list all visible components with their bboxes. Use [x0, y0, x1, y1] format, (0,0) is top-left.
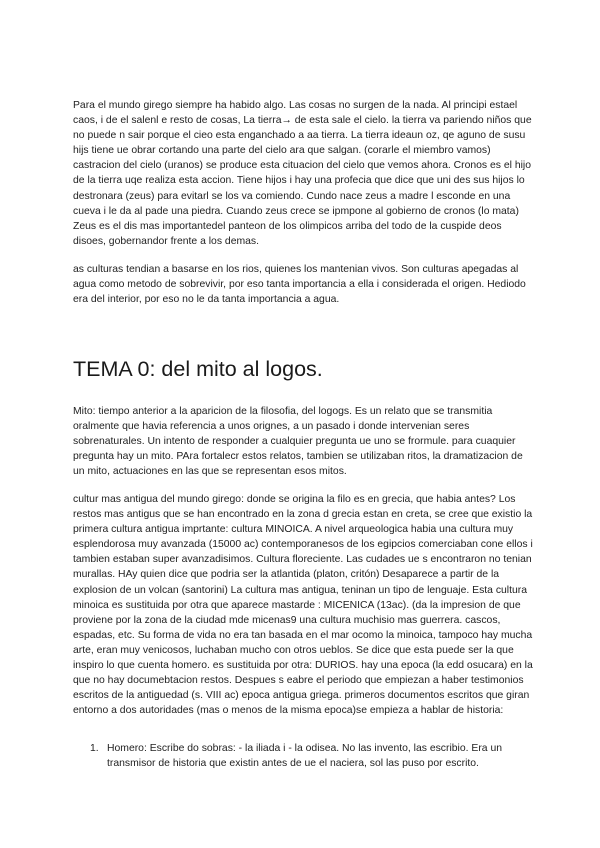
paragraph-greek-myth-origin: Para el mundo girego siempre ha habido algo. Las cosas no surgen de la nada. Al principi estael caos, i de el salenl e resto de cosas, La tierra→ de esta sale el cielo. la tierra va pariendo niños que no puede n sair porque el cieo esta enganchado a aa tierra. La tierra ideaun oz, qe aguno de susu hijs tiene ue obrar cortando una parte del cielo ara que salgan. (corarle el miembro vamos) castracion del cielo (uranos) se produce esta cituacion del cielo que vemos ahora. Cronos es el hijo de la tierra uqe realiza esta accion. Tiene hijos i hay una profecia que dice que uni des sus hijos lo destronara (zeus) para evitarl se los va comiendo. Cundo nace zeus a madre l esconde en una cueva i le da al pade una piedra. Cuando zeus crece se ipmpone al gobierno de cronos (lo mata) Zeus es el dis mas importantedel panteon de los olimpicos arriba del todo de la cuspide deos disoes, gobernandor frente a los demas. [73, 100, 532, 247]
section-heading: TEMA 0: del mito al logos. [73, 357, 323, 381]
list-item-text: Homero: Escribe do sobras: - la iliada i - la odisea. No las invento, las escribio. Era un transmisor de historia que existin antes de ue el naciera, sol las puso por escrito. [107, 743, 503, 770]
paragraph-mito-definition: Mito: tiempo anterior a la aparicion de la filosofia, del logogs. Es un relato que se transmitia oralmente que havia referencia a unos orignes, a un pasado i donde intervenian seres sobrenaturales. Un intento de responder a cualquier pregunta ue uno se frormule. para cuaquier pregunta hay un mito. PAra fortalecr estos relatos, tambien se utilizaban ritos, la dramatizacion de un mito, actuaciones en las que se representan esos mitos. [73, 406, 523, 478]
paragraph-rivers-cultures: as culturas tendian a basarse en los rios, quienes los mantenian vivos. Son culturas apegadas al agua como metodo de sobrevivir, por eso tanta importancia a ella i considerada el origen. Hediodo era del interior, por eso no le da tanta importancia a agua. [73, 264, 526, 306]
paragraph-ancient-cultures: cultur mas antigua del mundo girego: donde se origina la filo es en grecia, que habia antes? Los restos mas antigus que se han encontrado en la zona d grecia estan en creta, se cree que existio la primera cultura antigua imprtante: cultura MINOICA. A nivel arqueologica habia una cultura muy esplendorosa muy avanzada (15000 ac) contemporanesos de los egipcios comerciaban cone ellos i tambien estaban super avanzadisimos. Cultura floreciente. Las cudades ue s encontraron no tenian murallas. HAy quien dice que podria ser la atlantida (platon, critón) Desaparece a partir de la explosion de un volcan (santorini) La cultura mas antigua, teninan un tipo de lenguaje. Esta cultura minoica es sustituida por otra que aparece mastarde : MICENICA (13ac). (da la impresion de que proviene por la zona de la ciudad mde micenas9 una cultura muchisio mas guerrera. cascos, espadas, etc. Su forma de vida no era tan basada en el mar ocomo la minoica, tampoco hay mucha arte, eran muy venicosos, luchaban mucho con otros ueblos. Se dice que esta puede ser la que inspiro lo que cuenta homero. es sustituida por otra: DURIOS. hay una epoca (la edd osucara) en la que no hay documebtacion restos. Despues s eabre el periodo que empiezan a haber testimonios escritos de la antiguedad (s. VIII ac) epoca antigua griega. primeros documentos escritos que giran entorno a dos autoridades (mas o menos de la misma epoca)se empieza a hablar de historia: [73, 494, 533, 717]
numbered-list [90, 741, 536, 771]
list-item-number: 1. [90, 743, 99, 754]
list-item [90, 741, 536, 771]
